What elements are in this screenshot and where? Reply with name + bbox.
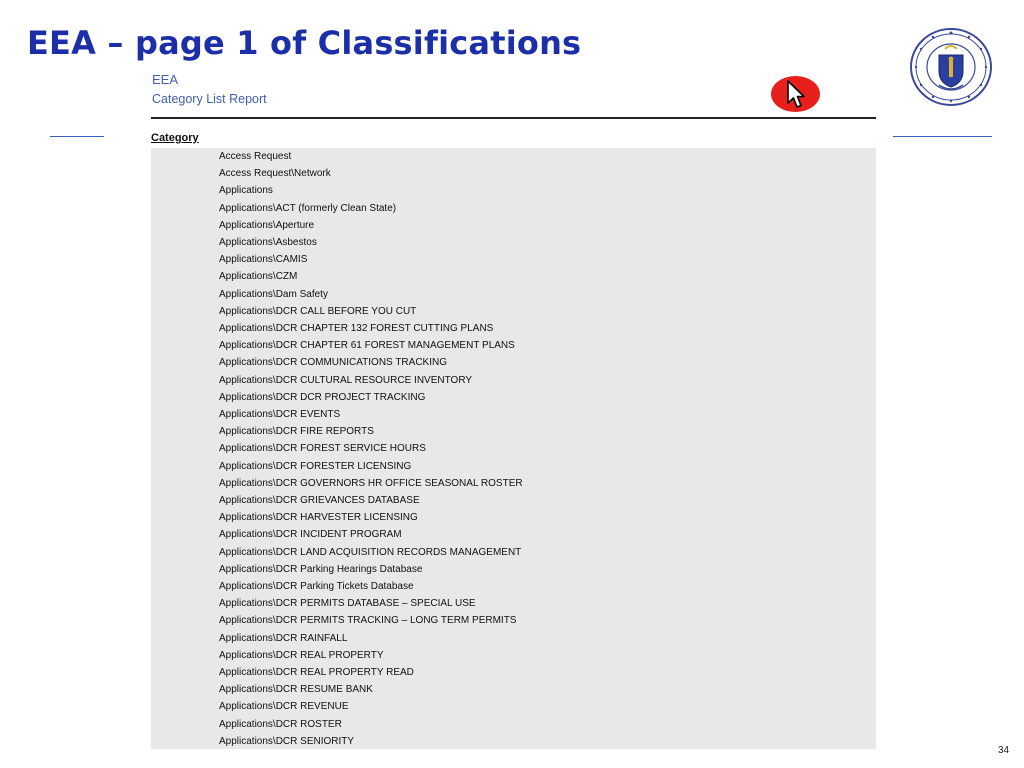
list-item: Applications\Asbestos bbox=[219, 237, 317, 248]
category-list bbox=[151, 148, 876, 749]
list-item: Applications\DCR REAL PROPERTY READ bbox=[219, 667, 414, 678]
list-item: Applications\DCR LAND ACQUISITION RECORDS MANAGEMENT bbox=[219, 546, 522, 558]
list-item: Applications\DCR SENIORITY bbox=[219, 735, 355, 747]
state-seal-icon bbox=[909, 27, 993, 107]
category-column-header: Category bbox=[151, 132, 199, 144]
cursor-button[interactable] bbox=[771, 76, 820, 112]
list-item: Applications\DCR CHAPTER 132 FOREST CUTTING PLANS bbox=[219, 323, 494, 334]
slide-title: EEA – page 1 of Classifications bbox=[27, 24, 582, 62]
list-item: Applications\Aperture bbox=[219, 219, 315, 231]
report-org-name: EEA bbox=[152, 72, 179, 87]
list-item: Applications\Dam Safety bbox=[219, 288, 328, 300]
list-item: Applications\CAMIS bbox=[219, 254, 308, 266]
pointer-cursor-icon bbox=[786, 79, 806, 109]
list-item: Applications\DCR RAINFALL bbox=[219, 632, 348, 644]
list-item: Applications\DCR PERMITS DATABASE – SPECIAL USE bbox=[219, 598, 476, 610]
list-item: Applications\CZM bbox=[219, 271, 298, 283]
list-item: Applications\DCR CALL BEFORE YOU CUT bbox=[219, 305, 417, 317]
list-item: Applications\DCR DCR PROJECT TRACKING bbox=[219, 391, 426, 403]
list-item: Applications\DCR FOREST SERVICE HOURS bbox=[219, 443, 426, 455]
list-item: Applications\DCR Parking Hearings Database bbox=[219, 563, 423, 575]
page-number: 34 bbox=[998, 745, 1010, 756]
list-item: Applications\DCR GOVERNORS HR OFFICE SEASONAL ROSTER bbox=[219, 477, 523, 489]
list-item: Applications\DCR HARVESTER LICENSING bbox=[219, 512, 418, 524]
list-item: Applications\DCR Parking Tickets Database bbox=[219, 581, 414, 592]
list-item: Applications\DCR EVENTS bbox=[219, 409, 341, 420]
list-item: Applications\DCR COMMUNICATIONS TRACKING bbox=[219, 357, 447, 369]
list-item: Applications\DCR CHAPTER 61 FOREST MANAGEMENT PLANS bbox=[219, 340, 515, 352]
list-item: Applications\ACT (formerly Clean State) bbox=[219, 202, 397, 214]
list-item: Applications\DCR GRIEVANCES DATABASE bbox=[219, 495, 420, 506]
decorative-rule-left bbox=[50, 136, 104, 137]
list-item: Applications\DCR RESUME BANK bbox=[219, 684, 373, 696]
decorative-rule-right bbox=[893, 136, 992, 137]
list-item: Applications\DCR PERMITS TRACKING – LONG TERM PERMITS bbox=[219, 615, 517, 627]
list-item: Applications\DCR ROSTER bbox=[219, 718, 342, 730]
list-item: Access Request\Network bbox=[219, 168, 331, 180]
report-divider bbox=[151, 117, 876, 119]
list-item: Applications\DCR REAL PROPERTY bbox=[219, 649, 384, 661]
report-subtitle: Category List Report bbox=[152, 92, 267, 106]
list-item: Applications\DCR CULTURAL RESOURCE INVENTORY bbox=[219, 374, 473, 386]
list-item: Applications\DCR FORESTER LICENSING bbox=[219, 460, 412, 472]
list-item: Access Request bbox=[219, 151, 292, 162]
list-item: Applications bbox=[219, 185, 273, 197]
list-item: Applications\DCR FIRE REPORTS bbox=[219, 426, 374, 438]
list-item: Applications\DCR INCIDENT PROGRAM bbox=[219, 529, 402, 541]
list-item: Applications\DCR REVENUE bbox=[219, 701, 349, 713]
